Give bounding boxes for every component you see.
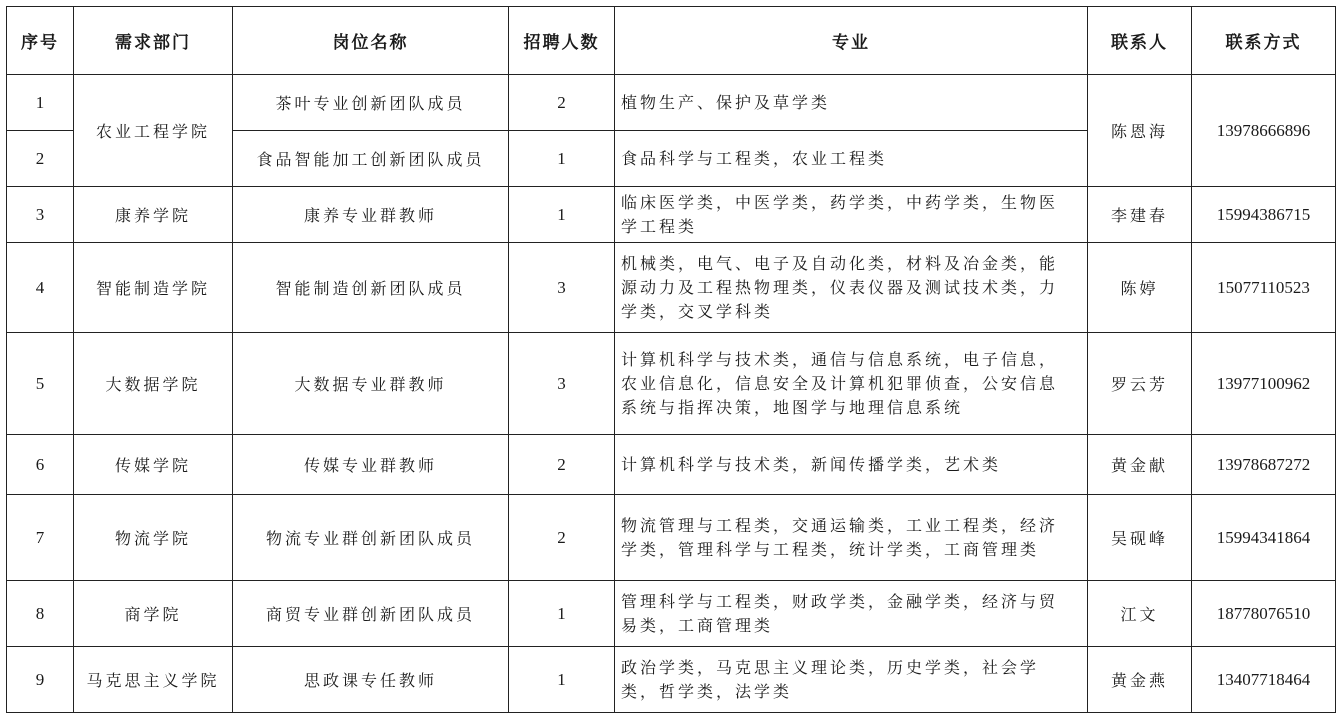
row-dept: 康养学院 [74,187,233,243]
row-contact: 陈婷 [1088,243,1192,333]
row-position: 传媒专业群教师 [233,435,509,495]
row-major: 临床医学类，中医学类，药学类，中药学类，生物医学工程类 [615,187,1088,243]
table-row [7,187,1336,243]
row-major: 计算机科学与技术类，新闻传播学类，艺术类 [615,435,1088,495]
row-no: 2 [7,131,74,187]
row-count: 1 [509,647,615,713]
row-phone: 13407718464 [1192,647,1336,713]
recruitment-table [6,6,1336,713]
table-row [7,333,1336,435]
row-no: 9 [7,647,74,713]
row-dept: 传媒学院 [74,435,233,495]
row-dept: 大数据学院 [74,333,233,435]
row-contact: 吴砚峰 [1088,495,1192,581]
row-position: 物流专业群创新团队成员 [233,495,509,581]
row-major: 政治学类，马克思主义理论类，历史学类，社会学类，哲学类，法学类 [615,647,1088,713]
row-major: 计算机科学与技术类，通信与信息系统，电子信息，农业信息化，信息安全及计算机犯罪侦查，公安信息系统与指挥决策，地图学与地理信息系统 [615,333,1088,435]
row-count: 2 [509,75,615,131]
row-position: 思政课专任教师 [233,647,509,713]
row-contact: 罗云芳 [1088,333,1192,435]
header-no: 序号 [7,7,74,75]
table-row [7,75,1336,131]
header-contact: 联系人 [1088,7,1192,75]
row-position: 商贸专业群创新团队成员 [233,581,509,647]
row-position: 茶叶专业创新团队成员 [233,75,509,131]
row-major: 管理科学与工程类，财政学类，金融学类，经济与贸易类，工商管理类 [615,581,1088,647]
row-no: 7 [7,495,74,581]
header-phone: 联系方式 [1192,7,1336,75]
row-dept: 农业工程学院 [74,75,233,187]
row-phone: 13978687272 [1192,435,1336,495]
row-count: 2 [509,435,615,495]
table-row [7,243,1336,333]
row-contact: 黄金燕 [1088,647,1192,713]
row-dept: 物流学院 [74,495,233,581]
row-contact: 黄金献 [1088,435,1192,495]
row-count: 1 [509,187,615,243]
row-position: 康养专业群教师 [233,187,509,243]
row-major: 机械类，电气、电子及自动化类，材料及冶金类，能源动力及工程热物理类，仪表仪器及测试技术类，力学类，交叉学科类 [615,243,1088,333]
row-count: 1 [509,581,615,647]
header-major: 专业 [615,7,1088,75]
row-phone: 13977100962 [1192,333,1336,435]
row-dept: 商学院 [74,581,233,647]
table-row [7,495,1336,581]
row-position: 食品智能加工创新团队成员 [233,131,509,187]
row-position: 智能制造创新团队成员 [233,243,509,333]
table-row [7,435,1336,495]
header-position: 岗位名称 [233,7,509,75]
row-no: 1 [7,75,74,131]
row-contact: 李建春 [1088,187,1192,243]
row-contact: 江文 [1088,581,1192,647]
table-row [7,647,1336,713]
row-no: 6 [7,435,74,495]
row-no: 8 [7,581,74,647]
header-row [7,7,1336,75]
row-phone: 15077110523 [1192,243,1336,333]
row-major: 食品科学与工程类，农业工程类 [615,131,1088,187]
row-no: 4 [7,243,74,333]
row-major: 物流管理与工程类，交通运输类，工业工程类，经济学类，管理科学与工程类，统计学类，工商管理类 [615,495,1088,581]
row-no: 5 [7,333,74,435]
header-dept: 需求部门 [74,7,233,75]
row-count: 1 [509,131,615,187]
row-major: 植物生产、保护及草学类 [615,75,1088,131]
row-phone: 15994341864 [1192,495,1336,581]
row-count: 2 [509,495,615,581]
row-phone: 18778076510 [1192,581,1336,647]
row-count: 3 [509,243,615,333]
table-row [7,581,1336,647]
row-contact: 陈恩海 [1088,75,1192,187]
row-dept: 智能制造学院 [74,243,233,333]
row-position: 大数据专业群教师 [233,333,509,435]
row-phone: 13978666896 [1192,75,1336,187]
row-phone: 15994386715 [1192,187,1336,243]
row-count: 3 [509,333,615,435]
row-dept: 马克思主义学院 [74,647,233,713]
header-count: 招聘人数 [509,7,615,75]
row-no: 3 [7,187,74,243]
